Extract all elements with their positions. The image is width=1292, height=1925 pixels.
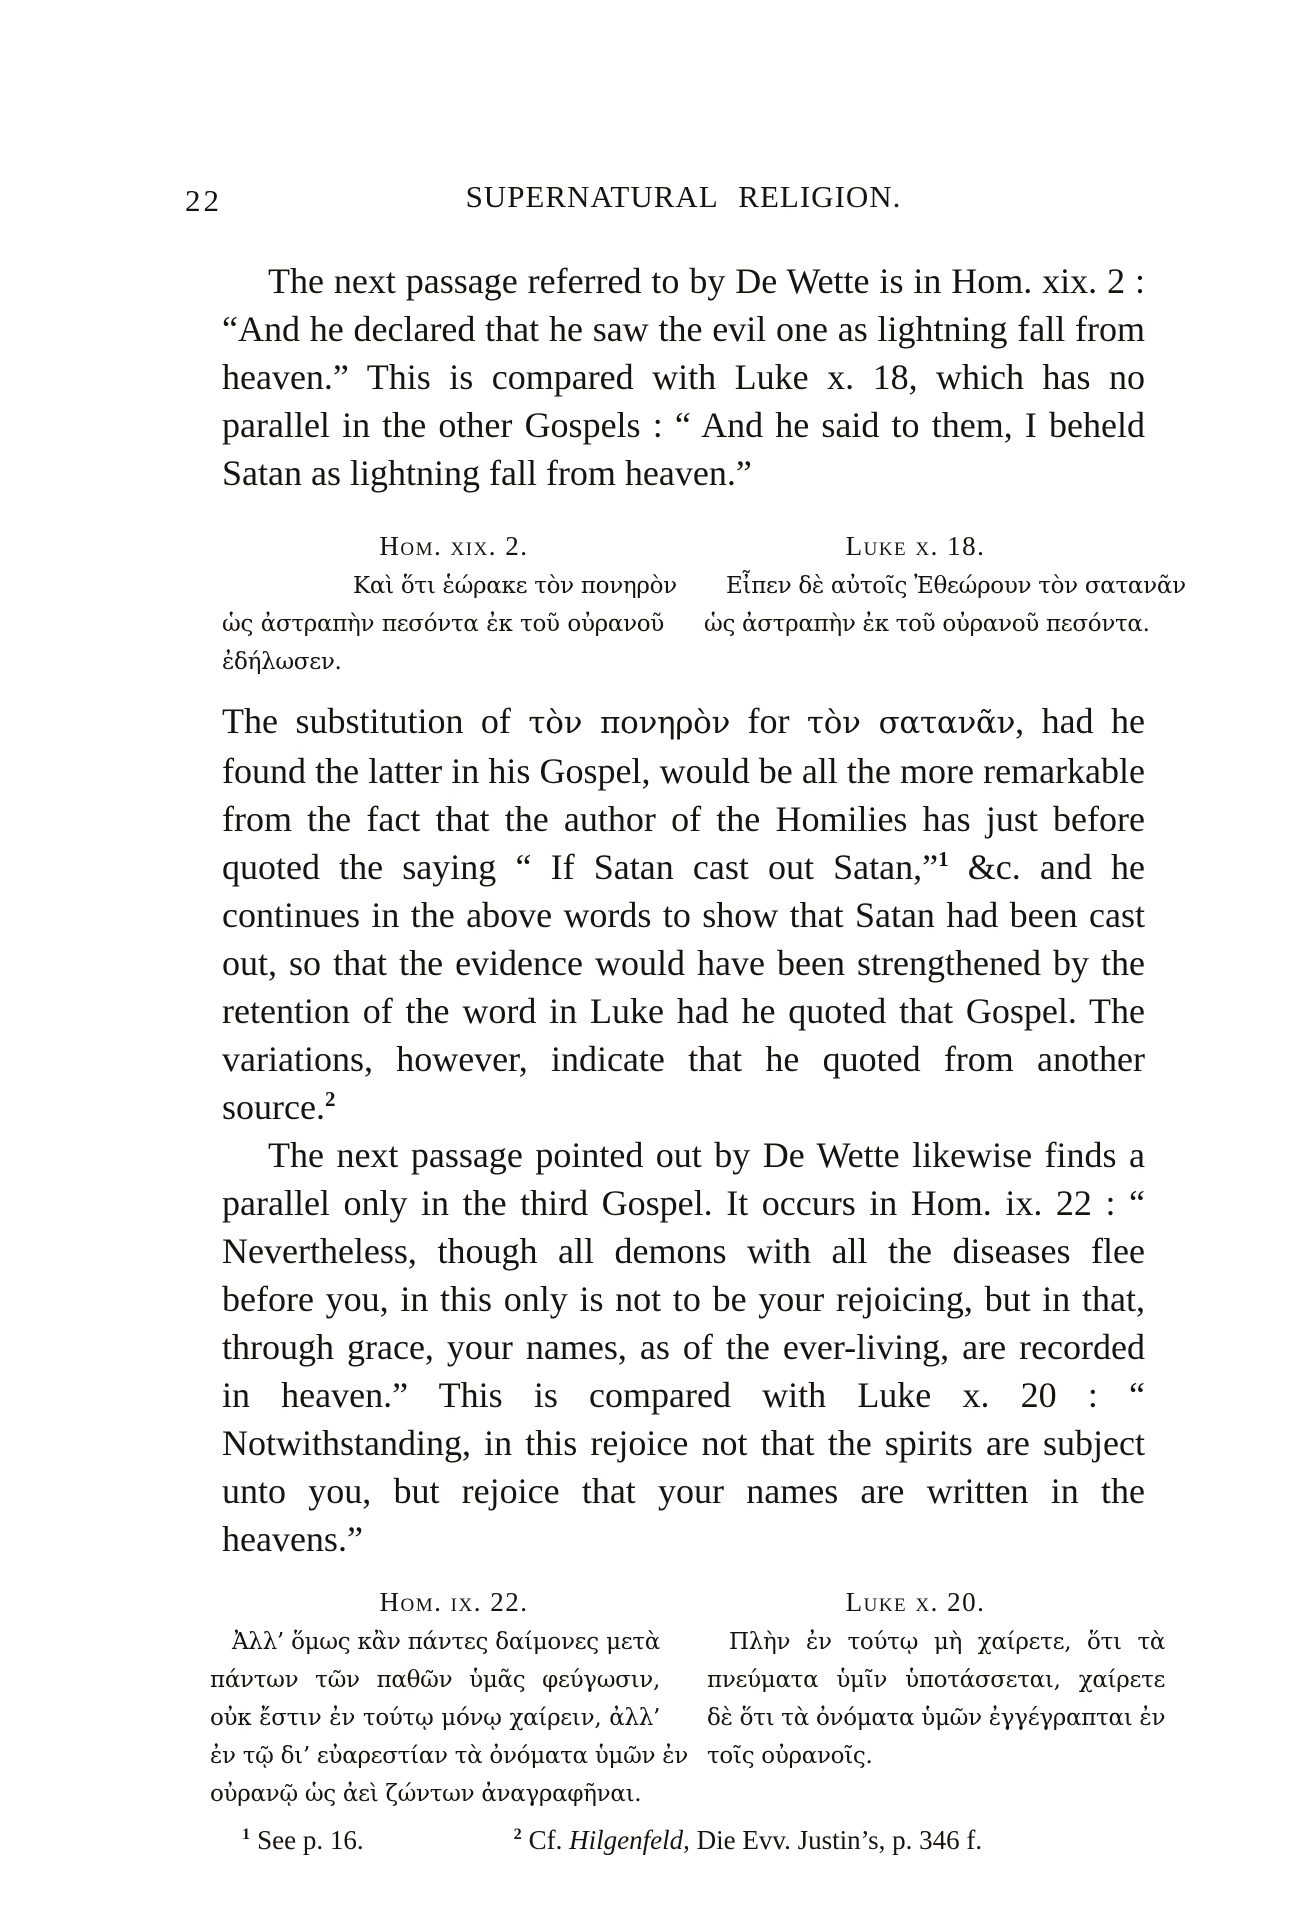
column-header-luke-x-20: Luke x. 20.	[845, 1587, 986, 1617]
paragraph-3: The next passage pointed out by De Wette likewise finds a parallel only in the third Gospel. It occurs in Hom. ix. 22 : “ Nevertheless, though all demons with all the diseases flee before you, in this only is not to be your rejoicing, but in that, through grace, your names, as of the ever-living, are recorded in heaven.” This is compared with Luke x. 20 : “ Notwithstanding, in this rejoice not that the spirits are subject unto you, but rejoice that your names are written in the heavens.”	[222, 1135, 1145, 1559]
greek-line: Εἶπεν δὲ αὐτοῖς Ἐθεώρουν τὸν σατανᾶν	[726, 573, 1186, 599]
greek-line: πάντων τῶν παθῶν ὑμᾶς φεύγωσιν,	[210, 1667, 660, 1693]
parallel-columns-1	[222, 567, 1186, 681]
footnote-segment: See p. 16.	[257, 1825, 364, 1855]
greek-column-right-2	[686, 1623, 1175, 1813]
greek-column-right-1	[686, 567, 1192, 681]
greek-line: ἐν τῷ δι’ εὐαρεστίαν τὰ ὀνόματα ὑμῶν ἐν	[210, 1743, 688, 1769]
running-title: SUPERNATURAL RELIGION.	[465, 179, 902, 214]
greek-line: ὡς ἀστραπὴν πεσόντα ἐκ τοῦ οὐρανοῦ	[222, 611, 664, 637]
paragraph-2-segment: τὸν σατανᾶν	[806, 705, 1016, 741]
parallel-quote-block-1	[222, 531, 1186, 681]
column-header-hom-ix-22: Hom. ix. 22.	[379, 1587, 529, 1617]
page-header	[185, 179, 1145, 218]
parallel-quote-block-2	[210, 1587, 1166, 1813]
page-number: 22	[185, 183, 222, 218]
greek-column-left-1	[222, 567, 686, 681]
greek-line: Πλὴν ἐν τούτῳ μὴ χαίρετε, ὅτι τὰ	[729, 1629, 1166, 1655]
paragraph-1: The next passage referred to by De Wette is in Hom. xix. 2 : “And he declared that he saw the evil one as lightning fall from heaven.” This is compared with Luke x. 18, which has no parallel in the other Gospels : “ And he said to them, I beheld Satan as lightning fall from heaven.”	[222, 261, 1145, 493]
footnote-2-text	[529, 1825, 982, 1855]
greek-line: οὐκ ἔστιν ἐν τούτῳ μόνῳ χαίρειν, ἀλλ’	[210, 1705, 660, 1731]
paragraph-2-segment: 2	[324, 1087, 336, 1111]
footnote-marker-1: 1	[242, 1825, 251, 1843]
parallel-headers-1	[222, 531, 1145, 567]
paragraph-2-segment: 1	[938, 847, 949, 871]
greek-line: ἐδήλωσεν.	[222, 649, 342, 675]
greek-line: δὲ ὅτι τὰ ὀνόματα ὑμῶν ἐγγέγραπται ἐν	[707, 1705, 1166, 1731]
greek-line: οὐρανῷ ὡς ἀεὶ ζώντων ἀναγραφῆναι.	[210, 1781, 642, 1807]
paragraph-2-segment: The substitution of	[222, 701, 529, 741]
footnote-segment: , Die Evv. Justin’s, p. 346 f.	[683, 1825, 983, 1855]
paragraph-2-segment: , had he found the latter in his Gospel, would be all the more remarkable from the fact that the author of the Homilies has just before quoted the saying “ If Satan cast out Satan,”	[222, 701, 1145, 887]
greek-line: Καὶ ὅτι ἑώρακε τὸν πονηρὸν	[353, 573, 677, 599]
greek-line: ὡς ἀστραπὴν ἐκ τοῦ οὐρανοῦ πεσόντα.	[704, 611, 1150, 637]
column-header-hom-xix-2: Hom. xix. 2.	[379, 531, 529, 561]
parallel-headers-2	[222, 1587, 1145, 1623]
footnote-segment: Hilgenfeld	[569, 1825, 684, 1855]
greek-line: Ἀλλ’ ὅμως κἂν πάντες δαίμονες μετὰ	[232, 1629, 660, 1655]
footnotes	[222, 1823, 1145, 1857]
footnote-1-text	[257, 1825, 363, 1855]
footnote-segment: Cf.	[528, 1825, 570, 1855]
paragraph-2	[222, 697, 1145, 1131]
footnote-marker-2: 2	[513, 1825, 522, 1843]
greek-column-left-2	[210, 1623, 686, 1813]
greek-line: τοῖς οὐρανοῖς.	[707, 1743, 873, 1769]
paragraph-2-segment: &c. and he continues in the above words to show that Satan had been cast out, so that the evidence would have been strengthened by the retention of the word in Luke had he quoted that Gospel. The variations, however, indicate that he quoted from another source.	[222, 847, 1145, 1127]
column-header-luke-x-18: Luke x. 18.	[845, 531, 986, 561]
greek-line: πνεύματα ὑμῖν ὑποτάσσεται, χαίρετε	[707, 1667, 1166, 1693]
paragraph-2-segment: for	[729, 701, 807, 741]
footnote-2	[514, 1823, 983, 1857]
paragraph-2-segment: τὸν πονηρὸν	[528, 705, 730, 741]
parallel-columns-2	[210, 1623, 1166, 1813]
footnote-1	[242, 1823, 364, 1857]
